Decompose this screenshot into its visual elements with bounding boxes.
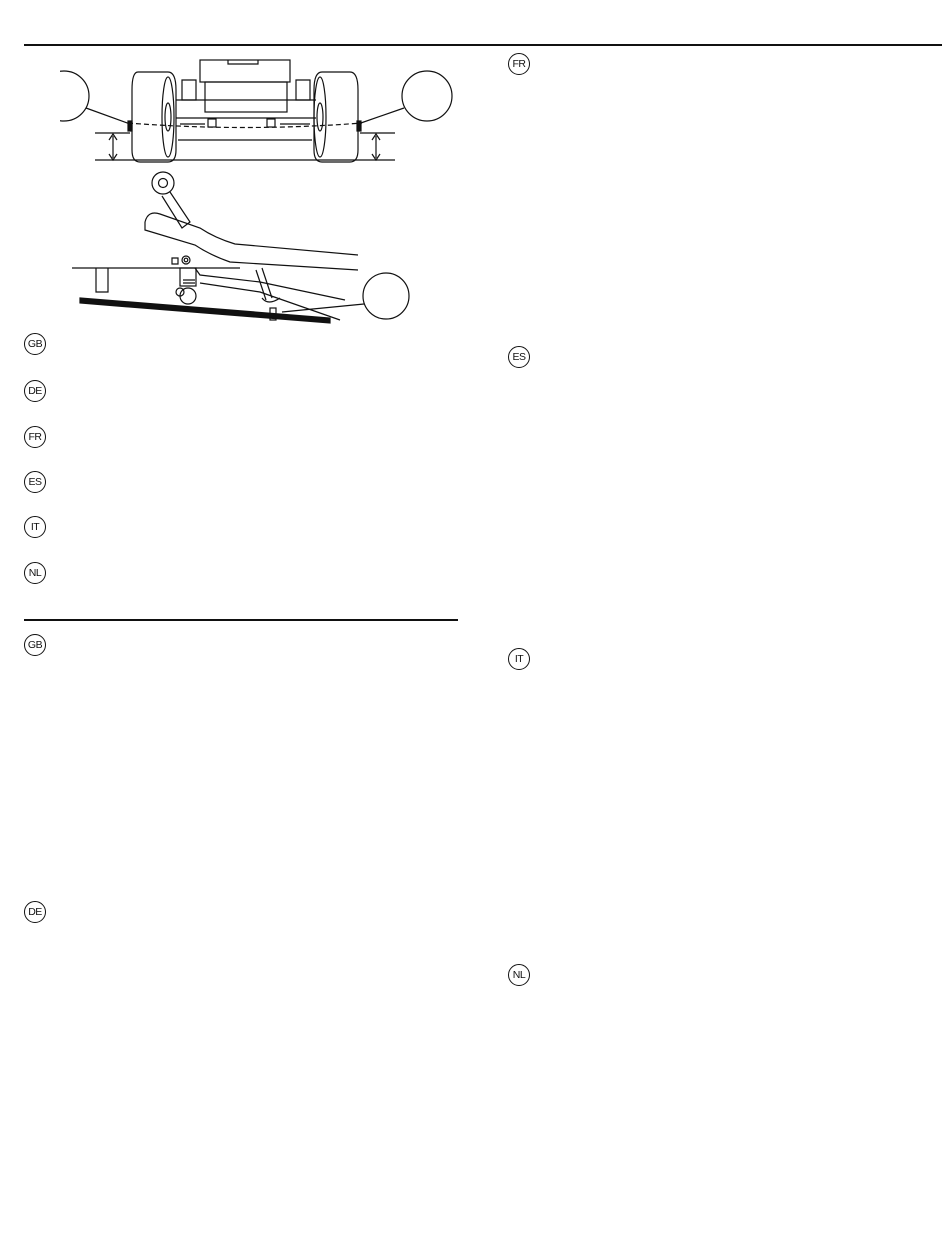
section-rule — [24, 619, 458, 621]
top-rule — [24, 44, 942, 46]
section-badge-nl: NL — [508, 964, 530, 986]
language-badge-nl: NL — [24, 562, 46, 584]
language-badge-de: DE — [24, 380, 46, 402]
callout-circle-deck — [363, 273, 409, 319]
section-badge-de: DE — [24, 901, 46, 923]
callout-circle-right — [402, 71, 452, 121]
mower-illustration — [60, 50, 460, 330]
side-view-diagram — [72, 172, 409, 323]
section-badge-it: IT — [508, 648, 530, 670]
section-badge-fr: FR — [508, 53, 530, 75]
language-badge-it: IT — [24, 516, 46, 538]
language-badge-fr: FR — [24, 426, 46, 448]
language-badge-gb: GB — [24, 333, 46, 355]
language-badge-es: ES — [24, 471, 46, 493]
callout-circle-left — [60, 71, 89, 121]
section-badge-es: ES — [508, 346, 530, 368]
front-view-diagram — [60, 60, 452, 162]
section-badge-gb: GB — [24, 634, 46, 656]
